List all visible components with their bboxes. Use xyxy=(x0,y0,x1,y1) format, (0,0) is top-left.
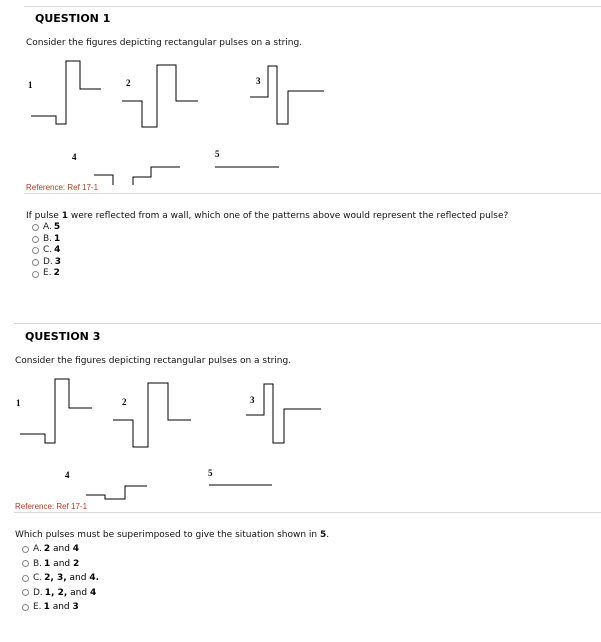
question-1-intro: Consider the figures depicting rectangular pulses on a string. xyxy=(26,38,303,48)
q1-radio-e[interactable] xyxy=(32,271,39,278)
q1-choice-b[interactable]: B. 1 xyxy=(32,234,61,246)
question-1-reference-divider xyxy=(24,193,601,194)
q1-radio-d[interactable] xyxy=(32,259,39,266)
q3-choice-d[interactable]: D. 1, 2, and 4 xyxy=(22,586,99,601)
q3-choice-a[interactable]: A. 2 and 4 xyxy=(22,542,99,557)
question-3-prompt: Which pulses must be superimposed to give the situation shown in 5. xyxy=(15,530,330,540)
q3-pulse-1 xyxy=(20,379,92,443)
q3-choice-b[interactable]: B. 1 and 2 xyxy=(22,557,99,572)
q1-pulse-label-3: 3 xyxy=(256,76,261,86)
q3-pulse-label-2: 2 xyxy=(122,397,127,407)
q3-radio-c[interactable] xyxy=(22,575,29,582)
question-3-title: QUESTION 3 xyxy=(25,330,101,343)
q3-choice-c[interactable]: C. 2, 3, and 4. xyxy=(22,571,99,586)
top-divider xyxy=(24,6,601,7)
q1-choice-d[interactable]: D. 3 xyxy=(32,257,61,269)
question-1-prompt: If pulse 1 were reflected from a wall, which one of the patterns above would represent the reflected pulse? xyxy=(26,211,509,221)
q3-choice-e[interactable]: E. 1 and 3 xyxy=(22,600,99,615)
q3-radio-a[interactable] xyxy=(22,546,29,553)
q1-pulse-1 xyxy=(31,61,101,124)
q3-pulse-4 xyxy=(86,486,147,499)
q3-pulse-label-4: 4 xyxy=(65,470,70,480)
q1-radio-c[interactable] xyxy=(32,247,39,254)
question-3-pulse-figure xyxy=(10,372,340,502)
question-3-intro: Consider the figures depicting rectangular pulses on a string. xyxy=(15,356,292,366)
q1-pulse-4 xyxy=(94,167,180,185)
q3-radio-d[interactable] xyxy=(22,589,29,596)
q3-radio-b[interactable] xyxy=(22,560,29,567)
question-3-reference-divider xyxy=(14,512,601,513)
q1-pulse-label-5: 5 xyxy=(215,149,220,159)
q1-radio-b[interactable] xyxy=(32,236,39,243)
q1-pulse-label-1: 1 xyxy=(28,80,33,90)
q1-pulse-label-4: 4 xyxy=(72,152,77,162)
question-1-choices xyxy=(32,222,61,280)
q1-choice-c[interactable]: C. 4 xyxy=(32,245,61,257)
question-3-reference: Reference: Ref 17-1 xyxy=(15,502,88,511)
q3-pulse-label-1: 1 xyxy=(16,398,21,408)
q3-radio-e[interactable] xyxy=(22,604,29,611)
q1-pulse-label-2: 2 xyxy=(126,78,131,88)
q1-pulse-3 xyxy=(250,66,324,124)
q1-radio-a[interactable] xyxy=(32,224,39,231)
q1-choice-e[interactable]: E. 2 xyxy=(32,268,61,280)
q1-pulse-2 xyxy=(122,65,198,127)
question-1-pulse-figure xyxy=(20,55,350,185)
question-3-top-divider xyxy=(14,323,601,324)
q3-pulse-label-5: 5 xyxy=(208,468,213,478)
q3-pulse-label-3: 3 xyxy=(250,395,255,405)
q3-pulse-2 xyxy=(113,383,191,447)
question-3-choices xyxy=(22,542,99,615)
question-1-reference: Reference: Ref 17-1 xyxy=(26,183,99,192)
q1-choice-a[interactable]: A. 5 xyxy=(32,222,61,234)
q3-pulse-3 xyxy=(246,384,321,443)
question-1-title: QUESTION 1 xyxy=(35,12,111,25)
